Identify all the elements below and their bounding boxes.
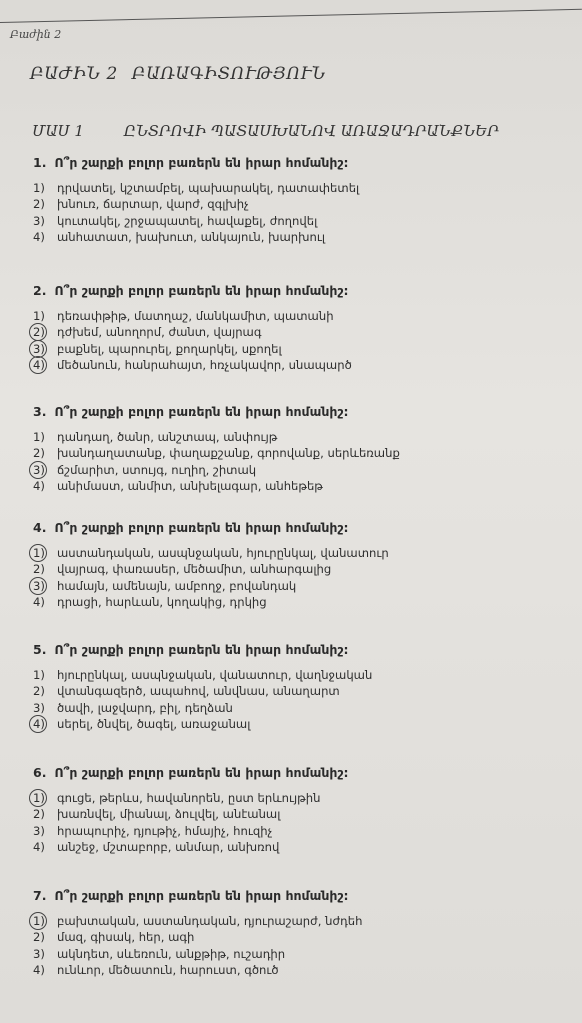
section-name: ԸՆՏՐՈՎԻ ՊԱՏԱՍԽԱՆՈՎ ԱՌԱՋԱԴՐԱՆՔՆԵՐ — [123, 122, 499, 140]
answer-option-3[interactable] — [33, 700, 573, 716]
question-text: Ո՞ր շարքի բոլոր բառերն են իրար հոմանիշ: — [54, 155, 349, 170]
question-number: 6. — [33, 765, 47, 780]
answer-option-1[interactable] — [33, 667, 573, 683]
answer-option-1[interactable] — [33, 913, 573, 929]
question-prompt — [33, 404, 573, 419]
option-number: 2) — [33, 446, 45, 461]
option-text: դժխեմ, անողորմ, ժանտ, վայրագ — [57, 325, 262, 340]
option-text: դեռափթիթ, մատղաշ, մանկամիտ, պատանի — [57, 309, 334, 323]
option-number: 3) — [33, 462, 57, 478]
option-number: 3) — [33, 823, 45, 838]
question-7 — [33, 888, 573, 979]
option-number: 1) — [33, 309, 45, 323]
question-prompt — [33, 283, 573, 298]
option-text: անհատատ, խախուտ, անկայուն, խարխուլ — [57, 230, 326, 245]
answer-option-3[interactable] — [33, 462, 573, 478]
option-text: հրապուրիչ, դյութիչ, հմայիչ, հուզիչ — [57, 823, 273, 838]
option-number: 2) — [33, 684, 45, 699]
option-number: 2) — [33, 807, 45, 822]
option-number: 2) — [33, 930, 45, 945]
question-text: Ո՞ր շարքի բոլոր բառերն են իրար հոմանիշ: — [54, 765, 349, 780]
answer-option-3[interactable] — [33, 213, 573, 229]
option-text: խանդաղատանք, փաղաքշանք, գորովանք, սերևեռանք — [57, 446, 400, 461]
option-text: դրվատել, կշտամբել, պախարակել, դատափետել — [57, 181, 360, 195]
question-number: 4. — [33, 520, 47, 535]
option-number: 1) — [33, 668, 45, 682]
option-text: բախտական, աստանդական, դյուրաշարժ, նժդեհ — [57, 914, 363, 928]
question-1 — [33, 155, 573, 246]
option-number: 4) — [33, 479, 45, 494]
option-text: սերել, ծնվել, ծագել, առաջանալ — [57, 717, 251, 732]
question-number: 2. — [33, 283, 47, 298]
option-text: խառնվել, միանալ, ձուլվել, անէանալ — [57, 807, 281, 822]
option-number: 3) — [33, 213, 45, 228]
option-text: մազ, գիսակ, հեր, ագի — [57, 930, 195, 945]
option-number: 3) — [33, 946, 45, 961]
answer-option-2[interactable] — [33, 929, 573, 945]
section-title — [32, 122, 499, 140]
question-5 — [33, 642, 573, 733]
question-prompt — [33, 888, 573, 903]
option-text: վտանգազերծ, ապահով, անվնաս, անաղարտ — [57, 684, 340, 699]
option-text: կուտակել, շրջապատել, հավաքել, ժողովել — [57, 213, 318, 228]
option-number: 1) — [33, 181, 45, 195]
question-text: Ո՞ր շարքի բոլոր բառերն են իրար հոմանիշ: — [54, 283, 349, 298]
section-number: ՄԱՍ 1 — [32, 122, 84, 140]
option-number: 1) — [33, 545, 57, 561]
option-number: 3) — [33, 341, 57, 357]
option-text: գուցե, թերևս, հավանորեն, ըստ երևույթին — [57, 791, 321, 805]
option-text: դանդաղ, ծանր, անշտապ, անփույթ — [57, 430, 278, 444]
option-text: բաքնել, պարուրել, քողարկել, սքողել — [57, 341, 282, 356]
option-text: համայն, ամենայն, ամբողջ, բովանդակ — [57, 578, 297, 593]
option-text: ծավի, լաջվարդ, բիլ, դեղձան — [57, 700, 233, 715]
option-text: խնուռ, ճարտար, վարժ, զգլխիչ — [57, 197, 249, 212]
question-text: Ո՞ր շարքի բոլոր բառերն են իրար հոմանիշ: — [54, 520, 349, 535]
option-text: անիմաստ, անմիտ, անխելագար, անհեթեթ — [57, 479, 323, 494]
answer-option-3[interactable] — [33, 341, 573, 357]
option-number: 2) — [33, 197, 45, 212]
option-number: 1) — [33, 913, 57, 929]
answer-option-4[interactable] — [33, 594, 573, 610]
question-number: 5. — [33, 642, 47, 657]
answer-option-4[interactable] — [33, 229, 573, 245]
question-prompt — [33, 765, 573, 780]
option-number: 4) — [33, 595, 45, 610]
option-text: հյուրընկալ, ասպնջական, վանատուր, վաղնջական — [57, 668, 373, 682]
answer-option-1[interactable] — [33, 790, 573, 806]
answer-option-3[interactable] — [33, 823, 573, 839]
part-title — [30, 64, 326, 84]
answer-option-3[interactable] — [33, 946, 573, 962]
question-prompt — [33, 520, 573, 535]
answer-option-1[interactable] — [33, 429, 573, 445]
option-text: ճշմարիտ, ստույգ, ուղիղ, շիտակ — [57, 462, 257, 477]
question-text: Ո՞ր շարքի բոլոր բառերն են իրար հոմանիշ: — [54, 888, 349, 903]
answer-option-2[interactable] — [33, 683, 573, 699]
answer-option-2[interactable] — [33, 196, 573, 212]
option-text: աստանդական, ասպնջական, հյուրընկալ, վանատուր — [57, 546, 389, 560]
answer-option-2[interactable] — [33, 324, 573, 340]
answer-option-2[interactable] — [33, 445, 573, 461]
part-number: ԲԱԺԻՆ 2 — [30, 64, 118, 84]
question-2 — [33, 283, 573, 374]
option-number: 3) — [33, 700, 45, 715]
option-number: 4) — [33, 357, 57, 373]
option-number: 3) — [33, 578, 57, 594]
option-text: մեծանուն, հանրահայտ, հռչակավոր, սնապարծ — [57, 358, 352, 373]
part-name: ԲԱՌԱԳԻՏՈՒԹՅՈՒՆ — [131, 64, 326, 84]
option-text: ակնդետ, սևեռուն, անքթիթ, ուշադիր — [57, 946, 286, 961]
answer-option-2[interactable] — [33, 806, 573, 822]
option-text: դրացի, հարևան, կողակից, դրկից — [57, 595, 267, 610]
option-text: ունևոր, մեծատուն, հարուստ, գծուծ — [57, 963, 279, 978]
answer-option-4[interactable] — [33, 839, 573, 855]
question-text: Ո՞ր շարքի բոլոր բառերն են իրար հոմանիշ: — [54, 642, 349, 657]
option-number: 4) — [33, 230, 45, 245]
question-number: 1. — [33, 155, 47, 170]
option-number: 2) — [33, 562, 45, 577]
question-text: Ո՞ր շարքի բոլոր բառերն են իրար հոմանիշ: — [54, 404, 349, 419]
answer-option-3[interactable] — [33, 578, 573, 594]
option-number: 4) — [33, 840, 45, 855]
header-rule — [0, 9, 582, 23]
answer-option-4[interactable] — [33, 478, 573, 494]
answer-option-1[interactable] — [33, 545, 573, 561]
answer-option-1[interactable] — [33, 308, 573, 324]
answer-option-4[interactable] — [33, 962, 573, 978]
option-number: 1) — [33, 790, 57, 806]
answer-option-4[interactable] — [33, 357, 573, 373]
running-head: Բաժին 2 — [10, 28, 62, 41]
option-number: 4) — [33, 716, 57, 732]
option-text: վայրագ, փառասեր, մեծամիտ, անհարգալից — [57, 562, 332, 577]
question-6 — [33, 765, 573, 856]
answer-option-4[interactable] — [33, 716, 573, 732]
question-number: 7. — [33, 888, 47, 903]
question-prompt — [33, 642, 573, 657]
question-prompt — [33, 155, 573, 170]
answer-option-1[interactable] — [33, 180, 573, 196]
option-number: 4) — [33, 963, 45, 978]
option-number: 1) — [33, 430, 45, 444]
answer-option-2[interactable] — [33, 561, 573, 577]
option-number: 2) — [33, 324, 57, 340]
option-text: անշեջ, մշտաբորբ, անմար, անխռով — [57, 840, 280, 855]
question-number: 3. — [33, 404, 47, 419]
question-3 — [33, 404, 573, 495]
question-4 — [33, 520, 573, 611]
